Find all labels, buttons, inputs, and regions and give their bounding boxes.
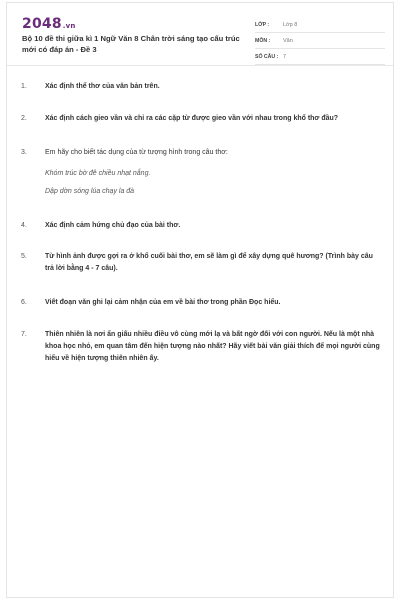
document-title: Bộ 10 đề thi giữa kì 1 Ngữ Văn 8 Chân trời sáng tạo cấu trúc mới có đáp án - Đề 3 — [22, 34, 240, 54]
question-item — [21, 113, 381, 125]
meta-key-class: LỚP : — [255, 21, 270, 28]
meta-row-subject — [255, 33, 385, 49]
question-number: 4. — [21, 222, 27, 229]
question-text: Em hãy cho biết tác dụng của từ tượng hình trong câu thơ: — [45, 149, 228, 156]
question-item — [21, 81, 381, 93]
question-text: Xác định thể thơ của văn bản trên. — [45, 83, 160, 90]
meta-key-count: SỐ CÂU : — [255, 53, 279, 60]
meta-value-subject: Văn — [283, 37, 293, 44]
meta-value-class: Lớp 8 — [283, 21, 298, 28]
question-text: Viết đoạn văn ghi lại cảm nhận của em về bài thơ trong phần Đọc hiểu. — [45, 299, 281, 306]
question-text: Xác định cảm hứng chủ đạo của bài thơ. — [45, 222, 181, 229]
question-number: 5. — [21, 253, 27, 260]
site-logo[interactable] — [22, 16, 76, 32]
question-number: 1. — [21, 83, 27, 90]
question-number: 3. — [21, 149, 27, 156]
question-item — [21, 147, 381, 198]
question-item — [21, 251, 381, 275]
logo-text: 2048 — [22, 16, 62, 32]
question-number: 6. — [21, 299, 27, 306]
meta-value-count: 7 — [283, 53, 287, 60]
page-header — [7, 3, 393, 66]
meta-table — [255, 17, 385, 65]
question-number: 2. — [21, 115, 27, 122]
worksheet-page — [6, 2, 394, 598]
meta-key-subject: MÔN : — [255, 37, 271, 44]
meta-row-class — [255, 17, 385, 33]
question-text: Từ hình ảnh được gợi ra ở khổ cuối bài thơ, em sẽ làm gì để xây dựng quê hương? (Trình bày câu trả lời bằng 4 - 7 câu). — [45, 253, 373, 272]
question-item — [21, 297, 381, 309]
question-item — [21, 329, 381, 365]
poem-line: Khóm trúc bờ đê chiều nhạt nắng. — [45, 170, 151, 177]
question-item — [21, 220, 381, 232]
meta-row-count — [255, 49, 385, 65]
question-text: Xác định cách gieo vần và chỉ ra các cặp từ được gieo vần với nhau trong khổ thơ đầu? — [45, 115, 339, 122]
question-number: 7. — [21, 331, 27, 338]
poem-line: Dập dờn sóng lúa chạy la đà — [45, 188, 135, 195]
logo-suffix: .vn — [62, 22, 76, 30]
question-text: Thiên nhiên là nơi ẩn giấu nhiều điều vô cùng mới lạ và bất ngờ đối với con người. Nếu là một nhà khoa học nhỏ, em quan tâm đến hiện tượng nào nhất? Hãy viết bài văn giải thích để mọi người cùng hiểu về hiện tượng thiên nhiên ấy. — [45, 331, 380, 362]
